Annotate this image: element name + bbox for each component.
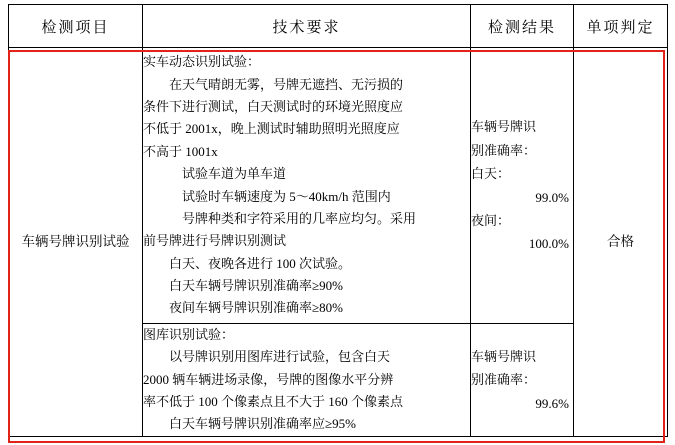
result-label: 别准确率： <box>471 372 537 388</box>
result-label: 车辆号牌识 <box>471 119 537 135</box>
req-line: 率不低于 100 个像素点且不大于 160 个像素点 <box>143 394 404 410</box>
req-line: 号牌种类和字符采用的几率应均匀。采用 <box>182 210 417 226</box>
req-line: 试验时车辆速度为 5～40km/h 范围内 <box>182 188 391 204</box>
document-page <box>0 4 675 445</box>
column-header-judgement: 单项判定 <box>574 5 668 48</box>
table-header-row <box>9 5 668 48</box>
result-label: 车辆号牌识 <box>471 348 537 364</box>
cell-result-library-test <box>471 324 574 437</box>
req-line: 2000 辆车辆进场录像，号牌的图像水平分辨 <box>143 371 394 387</box>
req-line: 前号牌进行号牌识别测试 <box>143 233 287 249</box>
result-label: 别准确率： <box>471 142 537 158</box>
result-day-label: 白天： <box>471 166 511 182</box>
result-night-value: 100.0% <box>528 236 569 252</box>
cell-requirement-dynamic-test <box>143 48 471 324</box>
cell-item-name: 车辆号牌识别试验 <box>9 48 143 437</box>
cell-requirement-library-test <box>143 324 471 437</box>
req-line: 以号牌识别用图库进行试验，包含白天 <box>169 349 391 365</box>
req-line: 不高于 1001x <box>143 143 218 159</box>
table-row <box>9 48 668 324</box>
req-line: 在天气晴朗无雾，号牌无遮挡、无污损的 <box>169 76 404 92</box>
req-line: 白天、夜晚各进行 100 次试验。 <box>169 255 352 271</box>
req-line: 白天车辆号牌识别准确率应≥95% <box>169 416 356 432</box>
cell-result-dynamic-test <box>471 48 574 324</box>
req-line: 夜间车辆号牌识别准确率≥80% <box>169 300 343 316</box>
column-header-requirement: 技术要求 <box>143 5 471 48</box>
req-line: 试验车道为单车道 <box>182 166 287 182</box>
req-line: 不低于 2001x，晚上测试时辅助照明光照度应 <box>143 121 400 137</box>
column-header-result: 检测结果 <box>471 5 574 48</box>
cell-judgement: 合格 <box>574 48 668 437</box>
req-line: 白天车辆号牌识别准确率≥90% <box>169 277 343 293</box>
result-value: 99.6% <box>535 395 569 411</box>
result-day-value: 99.0% <box>535 189 569 205</box>
result-night-label: 夜间： <box>471 212 511 228</box>
req-line: 条件下进行测试，白天测试时的环境光照度应 <box>143 99 404 115</box>
req-line: 实车动态识别试验： <box>143 54 261 70</box>
inspection-report-table <box>8 4 668 437</box>
column-header-item: 检测项目 <box>9 5 143 48</box>
req-line: 图库识别试验： <box>143 327 235 342</box>
